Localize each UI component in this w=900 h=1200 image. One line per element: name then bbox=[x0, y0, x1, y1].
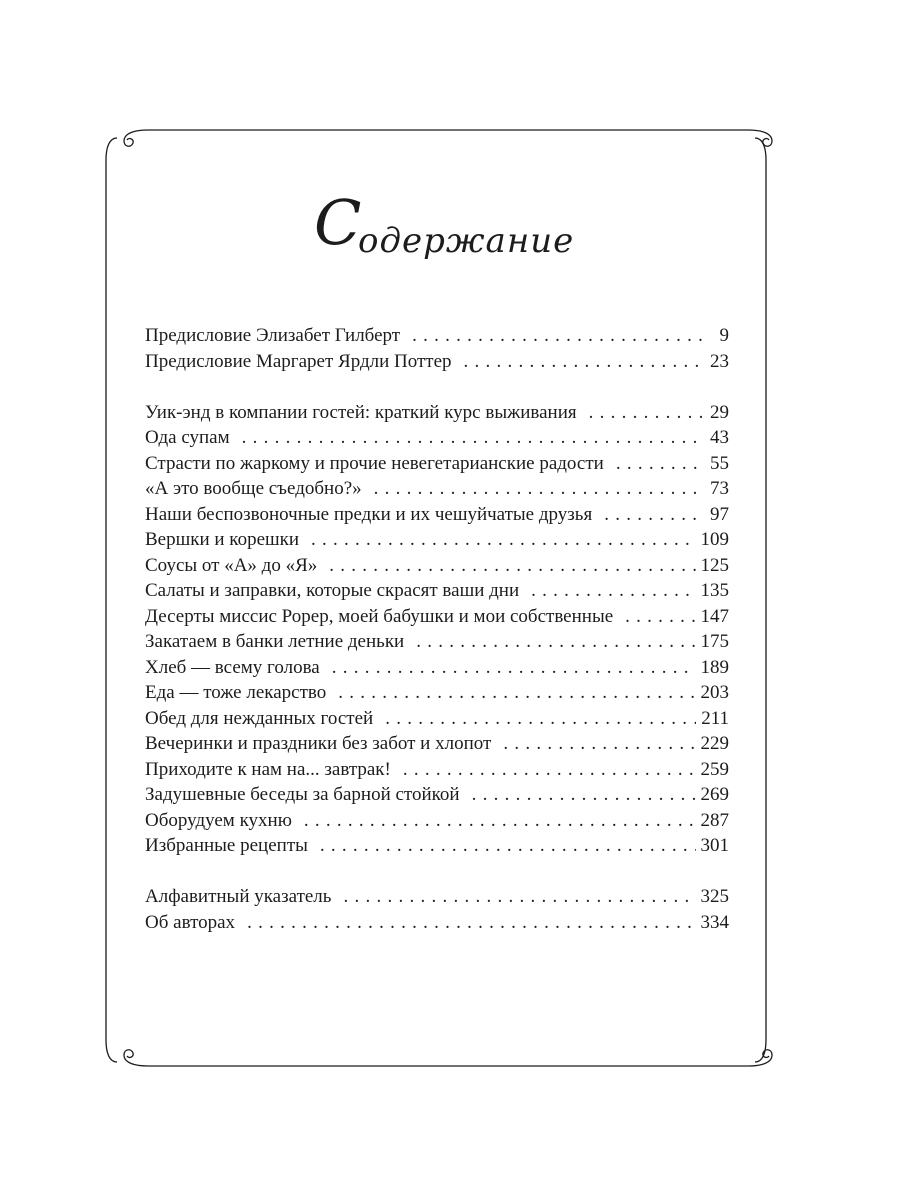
toc-dot-leader bbox=[332, 655, 696, 681]
toc-entry-title: Соусы от «А» до «Я» bbox=[145, 554, 318, 576]
toc-entry-title: Вечеринки и праздники без забот и хлопот bbox=[145, 733, 492, 754]
toc-entry-page-number: 23 bbox=[710, 350, 729, 372]
toc-entry bbox=[145, 680, 729, 706]
toc-entry bbox=[145, 553, 729, 579]
page-title bbox=[300, 186, 600, 280]
toc-entry-page-number: 259 bbox=[700, 758, 729, 780]
toc-entry bbox=[145, 655, 729, 681]
toc-dot-leader bbox=[412, 323, 702, 349]
toc-entry-title: Оборудуем кухню bbox=[145, 809, 292, 831]
table-of-contents bbox=[145, 323, 729, 961]
toc-entry bbox=[145, 604, 729, 630]
toc-entry-page-number: 301 bbox=[700, 835, 729, 856]
page-title-initial: С bbox=[314, 186, 363, 259]
toc-dot-leader bbox=[320, 833, 696, 859]
toc-entry bbox=[145, 578, 729, 604]
toc-entry-title: «А это вообще съедобно?» bbox=[145, 478, 362, 499]
toc-dot-leader bbox=[625, 604, 695, 630]
flourish-top-right-b bbox=[755, 138, 766, 160]
toc-entry-page-number: 73 bbox=[710, 478, 729, 499]
toc-entry-page-number: 109 bbox=[700, 529, 729, 550]
toc-entry-title: Салаты и заправки, которые скрасят ваши дни bbox=[145, 580, 520, 601]
toc-entry-page-number: 287 bbox=[700, 809, 729, 831]
toc-dot-leader bbox=[338, 680, 695, 706]
toc-dot-leader bbox=[385, 706, 696, 732]
toc-dot-leader bbox=[329, 553, 695, 579]
toc-entry bbox=[145, 731, 729, 757]
toc-dot-leader bbox=[416, 629, 695, 655]
toc-dot-leader bbox=[304, 808, 696, 834]
toc-entry bbox=[145, 910, 729, 936]
flourish-bottom-left-b bbox=[106, 1040, 117, 1062]
toc-dot-leader bbox=[472, 782, 696, 808]
toc-entry bbox=[145, 451, 729, 477]
toc-entry-title: Задушевные беседы за барной стойкой bbox=[145, 784, 460, 805]
toc-entry bbox=[145, 629, 729, 655]
toc-dot-leader bbox=[464, 349, 702, 375]
toc-entry-page-number: 269 bbox=[700, 784, 729, 805]
toc-entry-page-number: 29 bbox=[710, 401, 729, 423]
toc-entry-page-number: 97 bbox=[710, 503, 729, 525]
toc-entry-page-number: 125 bbox=[700, 554, 729, 576]
toc-dot-leader bbox=[343, 884, 695, 910]
toc-entry-title: Обед для нежданных гостей bbox=[145, 707, 374, 729]
toc-entry-title: Уик-энд в компании гостей: краткий курс выживания bbox=[145, 401, 577, 423]
toc-entry-page-number: 9 bbox=[719, 325, 729, 346]
toc-dot-leader bbox=[247, 910, 695, 936]
toc-entry-page-number: 211 bbox=[701, 707, 729, 729]
toc-entry-page-number: 43 bbox=[710, 427, 729, 448]
toc-entry bbox=[145, 527, 729, 553]
toc-entry-title: Еда — тоже лекарство bbox=[145, 682, 327, 703]
toc-entry-title: Закатаем в банки летние деньки bbox=[145, 631, 405, 652]
toc-entry-title: Избранные рецепты bbox=[145, 835, 308, 856]
toc-dot-leader bbox=[604, 502, 702, 528]
toc-entry bbox=[145, 833, 729, 859]
flourish-top-left-b bbox=[106, 138, 117, 160]
toc-entry bbox=[145, 323, 729, 349]
flourish-top-right-a bbox=[748, 130, 772, 146]
flourish-bottom-left-a bbox=[124, 1050, 148, 1066]
toc-entry-title: Наши беспозвоночные предки и их чешуйчатые друзья bbox=[145, 503, 593, 525]
flourish-bottom-right-a bbox=[748, 1050, 772, 1066]
toc-entry-page-number: 147 bbox=[700, 605, 729, 627]
toc-entry-page-number: 55 bbox=[710, 452, 729, 474]
toc-entry bbox=[145, 502, 729, 528]
toc-entry-title: Десерты миссис Рорер, моей бабушки и мои собственные bbox=[145, 605, 614, 627]
toc-entry-page-number: 189 bbox=[700, 656, 729, 678]
toc-entry-title: Об авторах bbox=[145, 911, 236, 933]
page-title-rest: одержание bbox=[358, 221, 575, 261]
toc-entry-page-number: 135 bbox=[700, 580, 729, 601]
toc-entry bbox=[145, 476, 729, 502]
toc-dot-leader bbox=[589, 400, 702, 426]
toc-entry-page-number: 175 bbox=[700, 631, 729, 652]
toc-entry-title: Страсти по жаркому и прочие невегетарианские радости bbox=[145, 452, 604, 474]
toc-entry-title: Предисловие Маргарет Ярдли Поттер bbox=[145, 350, 452, 372]
toc-entry-page-number: 203 bbox=[700, 682, 729, 703]
toc-entry bbox=[145, 808, 729, 834]
toc-dot-leader bbox=[242, 425, 702, 451]
toc-dot-leader bbox=[531, 578, 695, 604]
toc-entry-title: Вершки и корешки bbox=[145, 529, 300, 550]
toc-dot-leader bbox=[403, 757, 696, 783]
toc-entry-page-number: 229 bbox=[700, 733, 729, 754]
toc-dot-leader bbox=[616, 451, 702, 477]
flourish-top-left-a bbox=[124, 130, 148, 146]
toc-entry-title: Предисловие Элизабет Гилберт bbox=[145, 325, 401, 346]
toc-group bbox=[145, 323, 729, 374]
toc-entry bbox=[145, 349, 729, 375]
toc-entry-title: Алфавитный указатель bbox=[145, 886, 332, 907]
toc-group bbox=[145, 400, 729, 859]
toc-entry-title: Хлеб — всему голова bbox=[145, 656, 320, 678]
toc-entry bbox=[145, 706, 729, 732]
toc-entry bbox=[145, 884, 729, 910]
toc-entry bbox=[145, 782, 729, 808]
toc-entry-title: Приходите к нам на... завтрак! bbox=[145, 758, 391, 780]
toc-dot-leader bbox=[503, 731, 695, 757]
toc-entry-page-number: 334 bbox=[700, 911, 729, 933]
toc-entry bbox=[145, 425, 729, 451]
toc-entry bbox=[145, 757, 729, 783]
toc-group bbox=[145, 884, 729, 935]
toc-dot-leader bbox=[311, 527, 695, 553]
toc-entry-page-number: 325 bbox=[700, 886, 729, 907]
toc-dot-leader bbox=[374, 476, 702, 502]
toc-entry-title: Ода супам bbox=[145, 427, 230, 448]
toc-entry bbox=[145, 400, 729, 426]
